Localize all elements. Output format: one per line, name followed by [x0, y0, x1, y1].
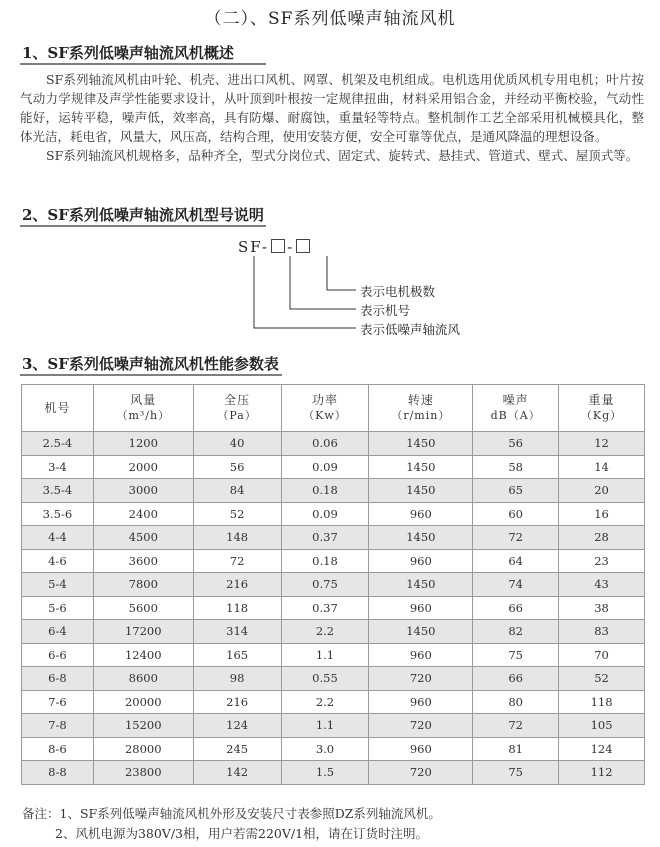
- legend-low-noise-axial: 表示低噪声轴流风: [360, 322, 461, 337]
- table-row: [22, 761, 645, 785]
- table-row: [22, 526, 645, 550]
- table-cell: 8-8: [22, 761, 94, 785]
- table-cell: 2.2: [281, 620, 369, 644]
- table-cell: 74: [473, 573, 559, 597]
- table-cell: 0.37: [281, 526, 369, 550]
- table-cell: 83: [559, 620, 645, 644]
- table-cell: 2400: [93, 502, 193, 526]
- table-cell: 105: [559, 714, 645, 738]
- table-cell: 960: [369, 643, 473, 667]
- table-cell: 216: [193, 573, 281, 597]
- table-cell: 1450: [369, 573, 473, 597]
- table-header-row: [22, 385, 645, 432]
- table-cell: 75: [473, 643, 559, 667]
- legend-machine-number: 表示机号: [360, 303, 411, 318]
- table-cell: 6-4: [22, 620, 94, 644]
- table-header-cell: [559, 385, 645, 432]
- table-header-name: 重量: [588, 393, 615, 407]
- table-row: [22, 549, 645, 573]
- table-cell: 1.1: [281, 643, 369, 667]
- table-cell: 80: [473, 690, 559, 714]
- table-cell: 124: [193, 714, 281, 738]
- table-row: [22, 714, 645, 738]
- table-cell: 12400: [93, 643, 193, 667]
- table-header-name: 转速: [407, 393, 434, 407]
- table-cell: 28: [559, 526, 645, 550]
- table-cell: 66: [473, 596, 559, 620]
- table-cell: 20000: [93, 690, 193, 714]
- table-cell: 960: [369, 596, 473, 620]
- performance-table: [21, 384, 645, 785]
- table-cell: 8-6: [22, 737, 94, 761]
- table-cell: 0.55: [281, 667, 369, 691]
- table-cell: 118: [559, 690, 645, 714]
- section-performance-underline: [20, 374, 282, 376]
- table-cell: 16: [559, 502, 645, 526]
- table-cell: 314: [193, 620, 281, 644]
- table-cell: 17200: [93, 620, 193, 644]
- table-cell: 8600: [93, 667, 193, 691]
- model-code-prefix: SF: [238, 238, 263, 256]
- overview-paragraph-2: SF系列轴流风机规格多，品种齐全，型式分岗位式、固定式、旋转式、悬挂式、管道式、壁式、屋顶式等。: [46, 148, 639, 163]
- table-header-unit: （Kg）: [580, 409, 623, 422]
- notes-label: 备注：: [22, 806, 60, 821]
- table-cell: 20: [559, 479, 645, 503]
- table-cell: 70: [559, 643, 645, 667]
- note-item-2: 2、风机电源为380V/3相，用户若需220V/1相，请在订货时注明。: [55, 826, 429, 841]
- table-cell: 4-6: [22, 549, 94, 573]
- section-performance-heading: 3、SF系列低噪声轴流风机性能参数表: [22, 355, 279, 373]
- table-cell: 142: [193, 761, 281, 785]
- table-cell: 23: [559, 549, 645, 573]
- table-cell: 7-8: [22, 714, 94, 738]
- table-cell: 3.5-6: [22, 502, 94, 526]
- table-cell: 81: [473, 737, 559, 761]
- table-header-unit: （m³/h）: [116, 409, 171, 422]
- table-cell: 960: [369, 737, 473, 761]
- table-row: [22, 479, 645, 503]
- table-cell: 165: [193, 643, 281, 667]
- table-cell: 38: [559, 596, 645, 620]
- table-header-unit: dB（A）: [490, 409, 541, 422]
- table-cell: 4500: [93, 526, 193, 550]
- table-cell: 720: [369, 761, 473, 785]
- table-cell: 0.18: [281, 549, 369, 573]
- table-cell: 5-4: [22, 573, 94, 597]
- table-header-name: 风量: [130, 393, 157, 407]
- table-cell: 98: [193, 667, 281, 691]
- table-cell: 0.75: [281, 573, 369, 597]
- table-header-cell: [193, 385, 281, 432]
- table-cell: 0.37: [281, 596, 369, 620]
- table-cell: 960: [369, 549, 473, 573]
- table-cell: 1450: [369, 479, 473, 503]
- table-cell: 66: [473, 667, 559, 691]
- model-code-dash-1: -: [262, 238, 270, 256]
- table-cell: 65: [473, 479, 559, 503]
- table-cell: 52: [559, 667, 645, 691]
- table-cell: 43: [559, 573, 645, 597]
- table-cell: 3000: [93, 479, 193, 503]
- legend-pole-number: 表示电机极数: [360, 284, 436, 299]
- table-cell: 960: [369, 502, 473, 526]
- table-row: [22, 573, 645, 597]
- table-cell: 5-6: [22, 596, 94, 620]
- note-item-1: 1、SF系列低噪声轴流风机外形及安装尺寸表参照DZ系列轴流风机。: [59, 806, 441, 821]
- table-cell: 56: [193, 455, 281, 479]
- table-header-name: 功率: [311, 393, 338, 407]
- table-cell: 0.06: [281, 432, 369, 456]
- table-cell: 124: [559, 737, 645, 761]
- table-cell: 72: [473, 714, 559, 738]
- table-cell: 40: [193, 432, 281, 456]
- table-cell: 72: [473, 526, 559, 550]
- table-header-unit: （r/min）: [391, 409, 451, 422]
- table-cell: 1450: [369, 455, 473, 479]
- table-header-name: 机号: [44, 401, 71, 415]
- table-cell: 0.09: [281, 502, 369, 526]
- table-cell: 23800: [93, 761, 193, 785]
- table-cell: 58: [473, 455, 559, 479]
- page-title: （二）、SF系列低噪声轴流风机: [204, 9, 456, 29]
- table-cell: 82: [473, 620, 559, 644]
- table-cell: 60: [473, 502, 559, 526]
- table-header-unit: （Pa）: [217, 409, 257, 422]
- model-code-dash-2: -: [287, 238, 295, 256]
- table-cell: 0.18: [281, 479, 369, 503]
- table-cell: 0.09: [281, 455, 369, 479]
- table-cell: 5600: [93, 596, 193, 620]
- table-cell: 960: [369, 690, 473, 714]
- table-row: [22, 502, 645, 526]
- table-cell: 216: [193, 690, 281, 714]
- table-cell: 720: [369, 714, 473, 738]
- table-header-cell: [22, 385, 94, 432]
- table-cell: 3-4: [22, 455, 94, 479]
- table-cell: 3.0: [281, 737, 369, 761]
- table-row: [22, 737, 645, 761]
- table-row: [22, 432, 645, 456]
- table-cell: 56: [473, 432, 559, 456]
- table-cell: 6-8: [22, 667, 94, 691]
- table-header-name: 噪声: [502, 393, 529, 407]
- notes: [22, 804, 441, 844]
- table-cell: 1200: [93, 432, 193, 456]
- table-cell: 1450: [369, 432, 473, 456]
- table-header-name: 全压: [224, 393, 251, 407]
- table-cell: 1450: [369, 620, 473, 644]
- table-row: [22, 667, 645, 691]
- table-cell: 1450: [369, 526, 473, 550]
- table-cell: 118: [193, 596, 281, 620]
- table-cell: 7-6: [22, 690, 94, 714]
- overview-paragraph-1: SF系列轴流风机由叶轮、机壳、进出口风机、网罩、机架及电机组成。电机选用优质风机专用电机；叶片按气动力学规律及声学性能要求设计，从叶顶到叶根按一定规律扭曲，材料采用铝合金，并经动平衡校验，气动性能好，运转平稳，噪声低，效率高，具有防爆、耐腐蚀，重量轻等特点。整机制作工艺全部采用机械模具化，整体光洁，耗电省，风量大，风压高，结构合理，使用安装方便，安全可靠等优点，是通风降温的理想设备。: [20, 72, 644, 144]
- table-cell: 1.1: [281, 714, 369, 738]
- table-row: [22, 643, 645, 667]
- table-cell: 64: [473, 549, 559, 573]
- table-cell: 6-6: [22, 643, 94, 667]
- table-cell: 3600: [93, 549, 193, 573]
- table-cell: 1.5: [281, 761, 369, 785]
- table-cell: 2.5-4: [22, 432, 94, 456]
- table-cell: 12: [559, 432, 645, 456]
- table-cell: 2.2: [281, 690, 369, 714]
- section-overview-heading: 1、SF系列低噪声轴流风机概述: [22, 44, 234, 62]
- table-cell: 14: [559, 455, 645, 479]
- table-cell: 75: [473, 761, 559, 785]
- table-cell: 148: [193, 526, 281, 550]
- table-header-cell: [473, 385, 559, 432]
- table-cell: 52: [193, 502, 281, 526]
- table-row: [22, 620, 645, 644]
- table-cell: 3.5-4: [22, 479, 94, 503]
- table-header-cell: [93, 385, 193, 432]
- table-cell: 112: [559, 761, 645, 785]
- table-row: [22, 596, 645, 620]
- table-cell: 720: [369, 667, 473, 691]
- table-cell: 4-4: [22, 526, 94, 550]
- table-cell: 2000: [93, 455, 193, 479]
- table-cell: 72: [193, 549, 281, 573]
- table-cell: 245: [193, 737, 281, 761]
- table-cell: 84: [193, 479, 281, 503]
- section-model-heading: 2、SF系列低噪声轴流风机型号说明: [22, 206, 264, 224]
- table-header-unit: （Kw）: [303, 409, 347, 422]
- table-cell: 15200: [93, 714, 193, 738]
- table-row: [22, 455, 645, 479]
- table-cell: 7800: [93, 573, 193, 597]
- table-header-cell: [281, 385, 369, 432]
- table-cell: 28000: [93, 737, 193, 761]
- table-body: [22, 432, 645, 785]
- table-header-cell: [369, 385, 473, 432]
- table-row: [22, 690, 645, 714]
